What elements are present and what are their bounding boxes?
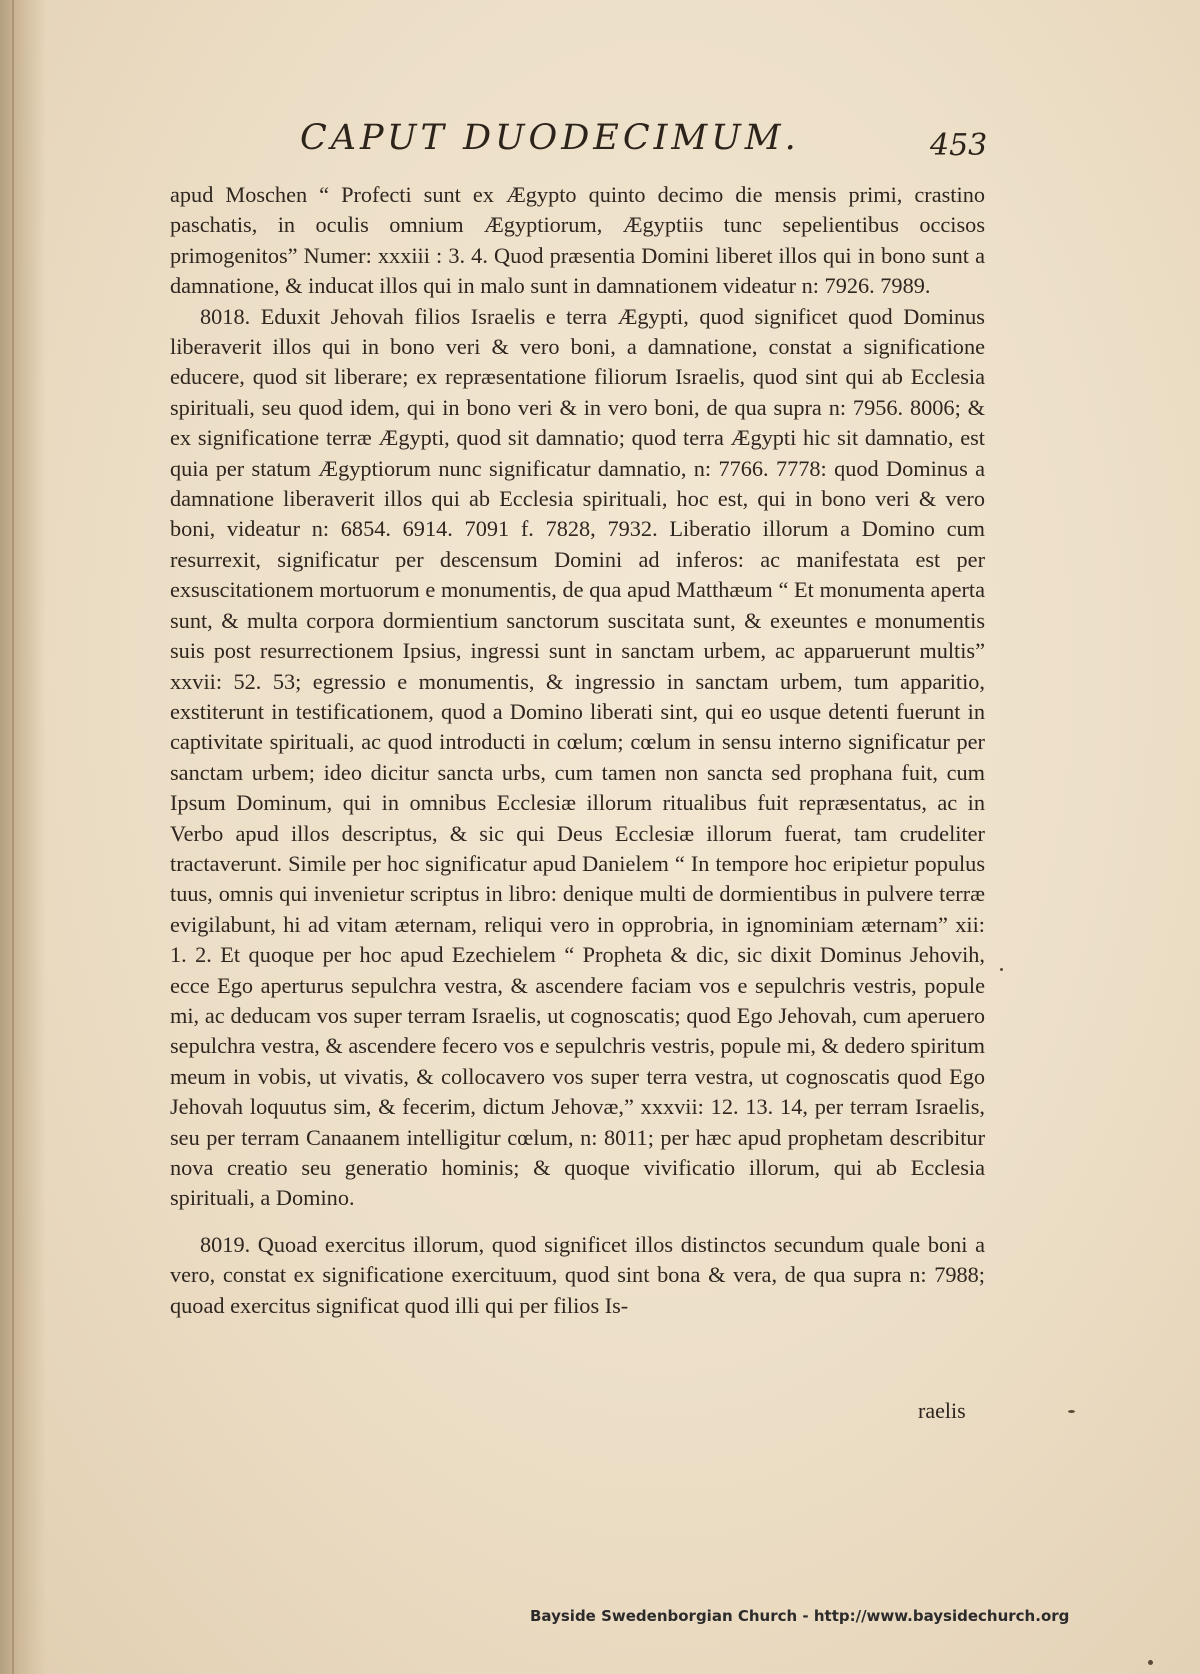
page-header bbox=[300, 118, 1020, 178]
spine-line bbox=[12, 0, 14, 1674]
body-text bbox=[170, 180, 985, 1321]
paragraph-8019: 8019. Quoad exercitus illorum, quod significet illos distinctos secundum quale boni a vero, constat ex significatione exercituum, quod sint bona & vera, de qua supra n: 7988; quoad exercitus significat quod illi qui per filios Is- bbox=[170, 1231, 985, 1318]
paper-speck bbox=[1000, 968, 1003, 971]
paragraph-continuation: apud Moschen “ Profecti sunt ex Ægypto quinto decimo die mensis primi, crastino paschatis, in oculis omnium Ægyptiorum, Ægyptiis tunc sepelientibus occisos primogenitos” Numer: xxxiii : 3. 4. Quod præsentia Domini liberet illos qui in bono sunt a damnatione, & inducat illos qui in malo sunt in damnationem videatur n: 7926. 7989. bbox=[170, 182, 985, 299]
catchword: raelis bbox=[918, 1398, 966, 1423]
binding-shadow bbox=[0, 0, 46, 1674]
paper-speck bbox=[1148, 1660, 1153, 1665]
footer-credit: Bayside Swedenborgian Church - http://www.baysidechurch.org bbox=[530, 1607, 1070, 1625]
running-title: CAPUT DUODECIMUM. bbox=[300, 118, 800, 158]
paper-speck bbox=[1068, 1410, 1075, 1413]
page-number: 453 bbox=[930, 128, 988, 163]
paragraph-8018: 8018. Eduxit Jehovah filios Israelis e terra Ægypti, quod significet quod Dominus liberaverit illos qui in bono veri & vero boni, a damnatione, constat a significatione educere, quod sit liberare; ex repræsentatione filiorum Israelis, quod sint qui ab Ecclesia spirituali, seu quod idem, qui in bono veri & in vero boni, de qua supra n: 7956. 8006; & ex significatione terræ Ægypti, quod sit damnatio; quod terra Ægypti hic sit damnatio, est quia per statum Ægyptiorum nunc significatur damnatio, n: 7766. 7778: quod Dominus a damnatione liberaverit illos qui ab Ecclesia spirituali, hoc est, qui in bono veri & vero boni, videatur n: 6854. 6914. 7091 f. 7828, 7932. Liberatio illorum a Domino cum resurrexit, significatur per descensum Domini ad inferos: ac manifestata est per exsuscitationem mortuorum e monumentis, de qua apud Matthæum “ Et monumenta aperta sunt, & multa corpora dormientium sanctorum suscitata sunt, & exeuntes e monumentis suis post resurrectionem Ipsius, ingressi sunt in sanctam urbem, ac apparuerunt multis” xxvii: 52. 53; egressio e monumentis, & ingressio in sanctam urbem, tum apparitio, exstiterunt in testificationem, quod a Domino liberati sint, qui eo usque detenti fuerunt in captivitate spirituali, ac quod introducti in cœlum; cœlum in sensu interno significatur per sanctam urbem; ideo dicitur sancta urbs, cum tamen non sancta sed prophana fuit, cum Ipsum Dominum, qui in omnibus Ecclesiæ illorum ritualibus fuit repræsentatus, ac in Verbo apud illos descriptus, & sic qui Deus Ecclesiæ illorum fuerat, tam crudeliter tractaverunt. Simile per hoc significatur apud Danielem “ In tempore hoc eripietur populus tuus, omnis qui invenietur scriptus in libro: denique multi de dormientibus in pulvere terræ evigilabunt, hi ad vitam æternam, reliqui vero in opprobria, in ignominiam æternam” xii: 1. 2. Et quoque per hoc apud Ezechielem “ Propheta & dic, sic dixit Dominus Jehovih, ecce Ego aperturus sepulchra vestra, & ascendere faciam vos e sepulchris vestris, popule mi, ac deducam vos super terram Israelis, ut cognoscatis; quod Ego Jehovah, cum aperuero sepulchra vestra, & ascendere fecero vos e sepulchris vestris, popule mi, & dedero spiritum meum in vobis, ut vivatis, & collocavero vos super terra vestra, ut cognoscatis quod Ego Jehovah loquutus sim, & fecerim, dictum Jehovæ,” xxxvii: 12. 13. 14, per terram Israelis, seu per terram Canaanem intelligitur cœlum, n: 8011; per hæc apud prophetam describitur nova creatio seu generatio hominis; & quoque vivificatio illorum, qui ab Ecclesia spirituali, a Domino. bbox=[170, 303, 985, 1211]
